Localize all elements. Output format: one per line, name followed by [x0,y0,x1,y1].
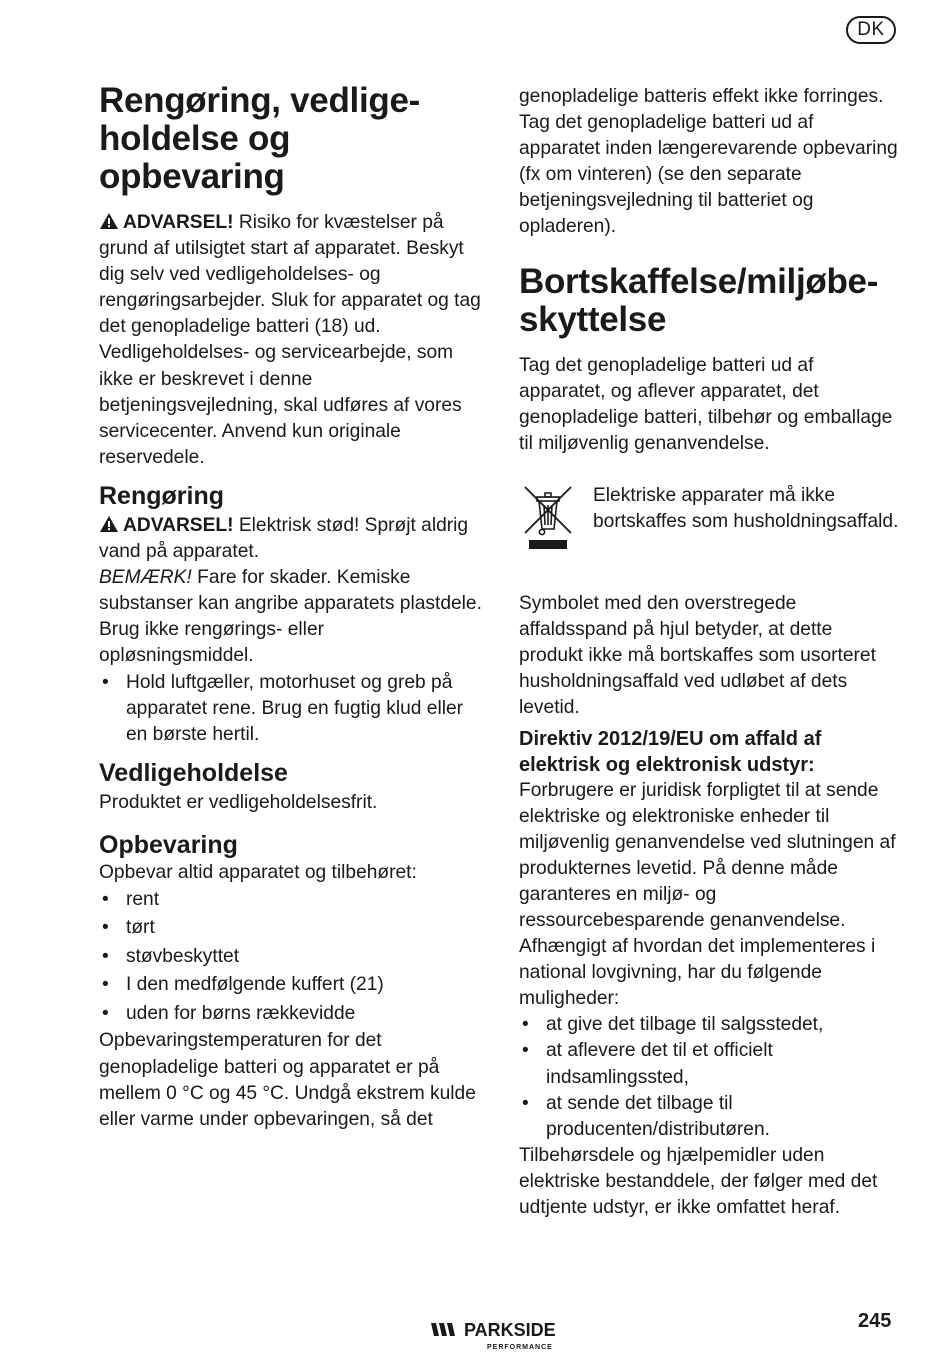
consumer-text: Forbrugere er juridisk forpligtet til at sende elektriske og elektroniske enheder til miljøvenlig genanvendelse ved slutningen af produkternes levetid. På denne måde garanteres en miljø- og ressourcebesparende genanvendelse. [519,779,896,931]
continued-text: genopladelige batteris effekt ikke forringes. [519,86,884,107]
note-label: BEMÆRK! [99,567,192,589]
list-item: • rent [99,886,483,915]
warning-label: ADVARSEL! [123,212,234,233]
disposal-text: Tag det genopladelige batteri ud af apparatet, og aflever apparatet, det genopladelige batteri, tilbehør og emballage til miljøvenlig genanvendelse. [519,354,893,454]
list-item: • tørt [99,914,483,943]
maintenance-text: Produktet er vedligeholdelsesfrit. [99,791,378,813]
warning-paragraph [99,210,483,471]
list-item: • at sende det tilbage til producenten/distributøren. [519,1091,899,1143]
page-number: 245 [858,1310,892,1332]
list-item: • Hold luftgæller, motorhuset og greb på apparatet rene. Brug en fugtig klud eller en børste hertil. [99,670,483,748]
weee-text: Elektriske apparater må ikke bortskaffes som husholdningsaffald. [593,484,899,533]
storage-intro: Opbevar altid apparatet og tilbehøret: [99,861,417,883]
warning-label: ADVARSEL! [123,514,234,536]
note-text: Fare for skader. Kemiske substanser kan angribe apparatets plastdele. Brug ikke rengørings- eller opløsningsmiddel. [99,567,482,667]
brand-sub-text: PERFORMANCE [487,1344,553,1351]
remove-battery-text: Tag det genopladelige batteri ud af apparatet inden længerevarende opbevaring (fx om vinteren) (se den separate betjeningsvejledning til batteriet og opladeren). [519,112,898,238]
list-item: • at give det tilbage til salgsstedet, [519,1012,899,1038]
list-item: • at aflevere det til et officielt indsamlingssted, [519,1038,899,1090]
note-paragraph [99,565,483,669]
storage-heading: Opbevaring [99,830,238,859]
accessories-text: Tilbehørsdele og hjælpemidler uden elektriske bestanddele, der følger med det udtjente udstyr, er ikke omfattet heraf. [519,1144,878,1218]
warning-triangle-icon [99,212,119,230]
language-badge: DK [846,16,896,44]
crossed-bin-icon [519,483,593,561]
parkside-logo [430,1316,590,1352]
storage-temperature-text: Opbevaringstemperaturen for det genopladelige batteri og apparatet er på mellem 0 °C og 45 °C. Undgå ekstrem kulde eller varme under opbevaringen, så det [99,1030,476,1130]
disposal-heading: Bortskaffelse/miljøbe-skyttelse [519,261,879,339]
storage-list [99,886,483,1029]
main-heading: Rengøring, vedlige-holdelse og opbevaring [99,81,420,196]
warning-paragraph-2 [99,513,483,565]
right-column [519,84,899,1221]
maintenance-heading: Vedligeholdelse [99,758,288,787]
list-item: • støvbeskyttet [99,943,483,972]
warning-text: Risiko for kvæstelser på grund af utilsigtet start af apparatet. Beskyt dig selv ved vedligeholdelses- og rengøringsarbejder. Sluk for apparatet og tag det genopladelige batteri (18) ud. Vedligeholdelses- og servicearbejde, som ikke er beskrevet i denne betjeningsvejledning, skal udføres af vores servicecenter. Anvend kun originale reservedele. [99,212,481,468]
list-item: • I den medfølgende kuffert (21) [99,971,483,1000]
weee-notice [519,483,899,561]
cleaning-list [99,670,483,748]
warning-text: Elektrisk stød! Sprøjt aldrig vand på apparatet. [99,514,469,563]
left-column [99,82,483,1133]
symbol-text: Symbolet med den overstregede affaldsspand på hjul betyder, at dette produkt ikke må bortskaffes som usorteret husholdningsaffald ved udløbet af dets levetid. [519,593,876,719]
list-item: • uden for børns rækkevidde [99,1000,483,1029]
cleaning-heading: Rengøring [99,481,224,510]
directive-heading: Direktiv 2012/19/EU om affald af elektrisk og elektronisk udstyr: [519,727,822,776]
brand-text: PARKSIDE [464,1320,556,1340]
options-intro: Afhængigt af hvordan det implementeres i national lovgivning, har du følgende muligheder: [519,936,876,1010]
options-list [519,1012,899,1142]
warning-triangle-icon [99,515,119,533]
